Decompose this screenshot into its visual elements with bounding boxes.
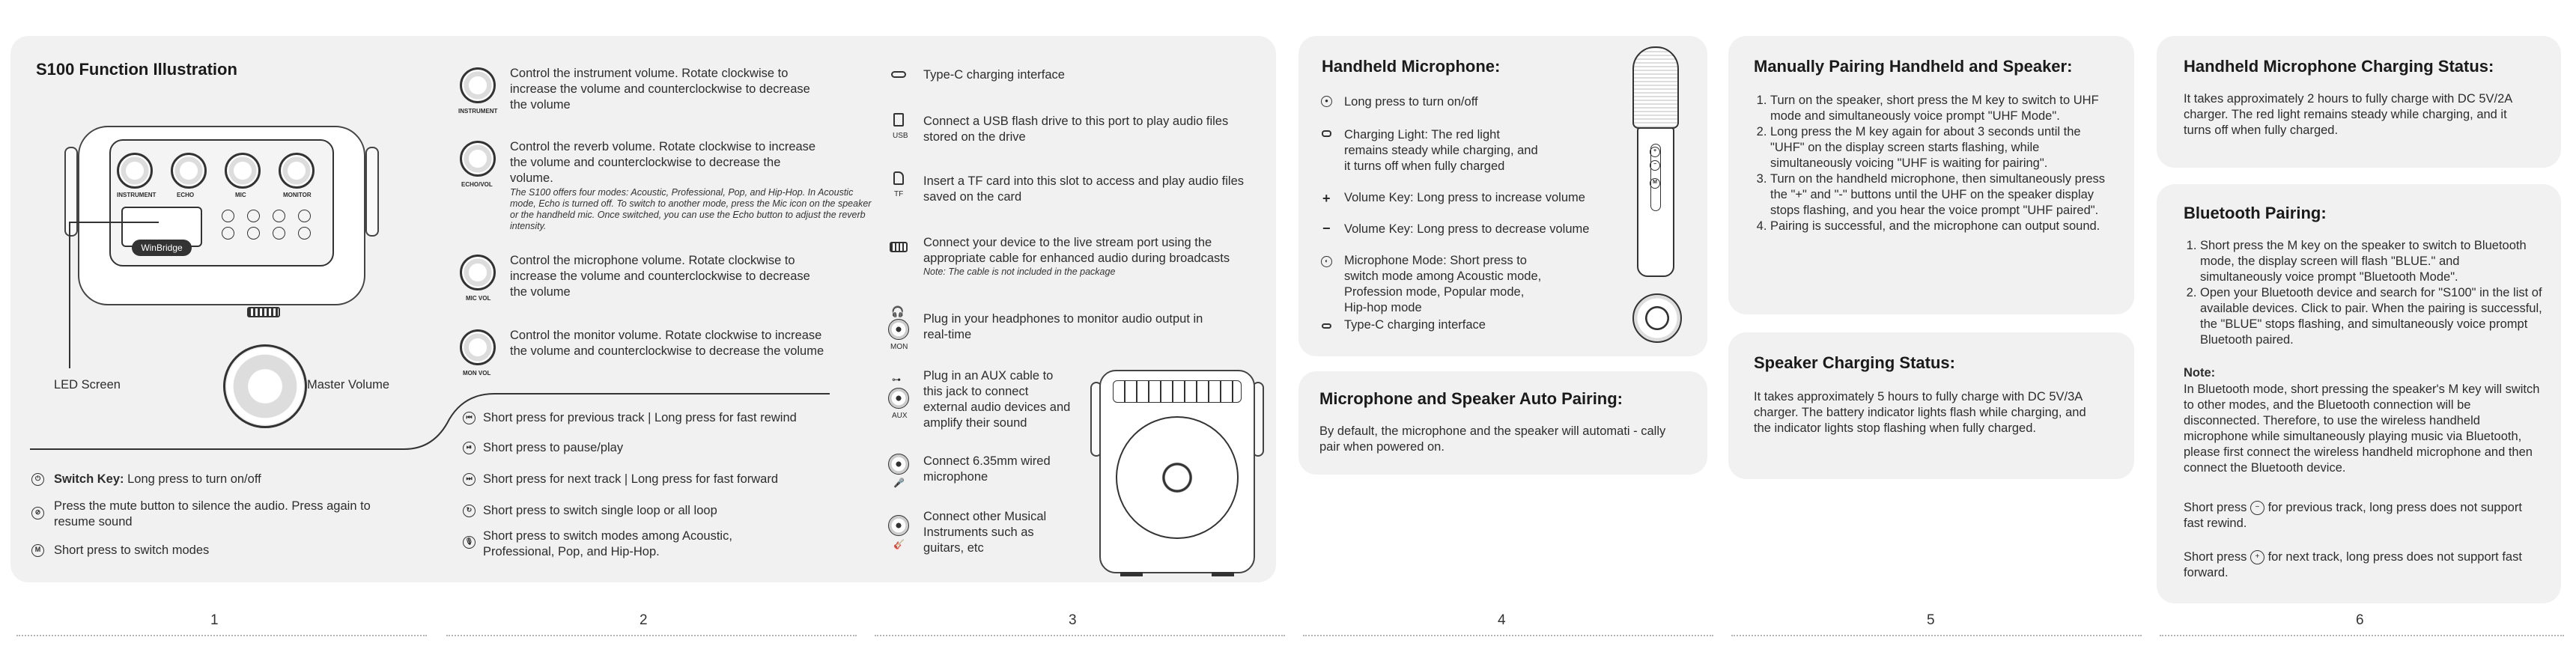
switch-key-label: Switch Key:	[54, 472, 124, 486]
loop-text: Short press to switch single loop or all loop	[483, 504, 717, 517]
page-5-footer-line	[1731, 635, 2142, 636]
modes-text: Short press to switch modes among Acoustic, Professional, Pop, and Hip-Hop.	[483, 529, 732, 558]
prev-track-inline-icon: −	[2250, 501, 2264, 515]
usb-port-icon	[890, 111, 907, 129]
handheld-mic-illustration: + − M	[1629, 46, 1682, 278]
monitor-knob-icon	[460, 329, 496, 365]
typec-mic-icon	[1322, 323, 1331, 329]
switch-key-text: Long press to turn on/off	[127, 472, 261, 486]
page-4-panel-bottom	[1298, 371, 1707, 475]
auto-pairing-text: By default, the microphone and the speaker will automati - cally pair when powered on.	[1319, 424, 1666, 454]
mic-mode-icon: 🎙	[463, 536, 476, 549]
next-track-inline-icon: +	[2250, 550, 2264, 564]
charging-light-icon	[1322, 130, 1331, 137]
echo-knob-icon	[460, 141, 496, 177]
auto-pairing-title: Microphone and Speaker Auto Pairing:	[1319, 389, 1623, 408]
knob-label-monitor: MONITOR	[283, 192, 312, 198]
next-track-icon: ⏭	[463, 473, 476, 486]
prev-text: Short press for previous track | Long press for fast rewind	[483, 411, 797, 424]
loop-icon: ↻	[463, 505, 476, 517]
page-2-footer-line	[446, 635, 857, 636]
master-volume-label: Master Volume	[307, 378, 390, 392]
bt-step-1: 1. Short press the M key on the speaker to switch to Bluetooth mode, the display screen will flash "BLUE." and simultaneously voice prompt "Bluetooth Mode".	[2200, 238, 2543, 285]
mic-bottom-illustration	[1632, 293, 1682, 343]
next-pre-text: Short press	[2184, 550, 2247, 564]
reverb-text: Control the reverb volume. Rotate clockwise to increase the volume and counterclockwise to decrease the volume.	[510, 140, 816, 185]
tf-text: Insert a TF card into this slot to access and play audio files saved on the card	[923, 174, 1244, 204]
handheld-item-1: Long press to turn on/off	[1344, 95, 1478, 109]
knob-label-echo: ECHO	[177, 192, 195, 198]
mic-mode-button-icon: ◐	[1321, 256, 1332, 267]
prev-pre-text: Short press	[2184, 501, 2247, 514]
reverb-note: The S100 offers four modes: Acoustic, Professional, Pop, and Hip-Hop. In Acoustic mode, Echo is turned off. To switch to another mode, press the Mic icon on the speaker or the handheld mic. Once switched, you can use the Echo button to adjust the reverb intensity.	[510, 187, 872, 231]
typec-port-icon	[890, 67, 908, 81]
usb-label: USB	[893, 132, 908, 140]
mode-icon: M	[31, 544, 44, 557]
mic-charging-title: Handheld Microphone Charging Status:	[2184, 57, 2494, 76]
monitor-text: Control the monitor volume. Rotate clockwise to increase the volume and counterclockwise to decrease the volume	[510, 329, 824, 358]
mute-icon: ⊘	[31, 507, 44, 520]
tf-label: TF	[894, 190, 904, 198]
mon-label: MON	[890, 343, 908, 351]
tf-slot-icon	[891, 169, 906, 187]
speaker-front-illustration	[1090, 359, 1264, 576]
next-text: Short press for next track | Long press for fast forward	[483, 472, 779, 486]
page-number-4: 4	[1498, 612, 1506, 628]
handheld-item-3: Volume Key: Long press to increase volume	[1344, 191, 1585, 204]
power-button-icon: ●	[1321, 96, 1332, 107]
page-4-footer-line	[1303, 635, 1713, 636]
manual-step-3: 3. Turn on the handheld microphone, then simultaneously press the "+" and "-" buttons until the UHF on the speaker display stops flashing, and you hear the voice prompt "UHF paired".	[1770, 171, 2113, 219]
instr-text: Connect other Musical Instruments such as guitars, etc	[923, 510, 1047, 555]
handheld-item-2: Charging Light: The red light remains steady while charging, and it turns off when fully charged	[1344, 128, 1538, 173]
note-label: Note:	[2184, 366, 2216, 380]
play-pause-icon: ⏯	[463, 442, 476, 454]
brand-badge: WinBridge	[132, 240, 192, 256]
bluetooth-title: Bluetooth Pairing:	[2184, 204, 2327, 222]
speaker-charging-text: It takes approximately 5 hours to fully charge with DC 5V/3A charger. The battery indicator lights flash while charging, and the indicator lights stop flashing when fully charged.	[1754, 390, 2086, 435]
echo-knob-label: ECHO/VOL	[461, 181, 493, 188]
usb-text: Connect a USB flash drive to this port to play audio files stored on the drive	[923, 115, 1229, 144]
handheld-item-4: Volume Key: Long press to decrease volume	[1344, 222, 1590, 236]
led-screen-label: LED Screen	[54, 378, 121, 392]
manual-step-1: 1. Turn on the speaker, short press the M key to switch to UHF mode and simultaneously voice prompt "UHF Mode".	[1770, 93, 2113, 124]
aux-port-icon	[888, 388, 909, 409]
prev-post-text: for previous track, long press does not support fast rewind.	[2184, 501, 2522, 530]
note-text: In Bluetooth mode, short pressing the speaker's M key will switch to other modes, and the Bluetooth connection will be disconnected. Therefore, to use the wireless handheld microphone while simultaneously playing music via Bluetooth, please first connect the wireless handheld microphone and then connect the Bluetooth device.	[2184, 383, 2540, 475]
play-text: Short press to pause/play	[483, 441, 624, 454]
page-number-3: 3	[1069, 612, 1077, 628]
power-icon: ⏻	[31, 473, 44, 486]
instrument-knob-label: INSTRUMENT	[458, 108, 498, 115]
mode-text: Short press to switch modes	[54, 543, 210, 557]
mic-635-port-icon	[888, 454, 909, 475]
previous-track-icon: ⏮	[463, 412, 476, 424]
mute-text: Press the mute button to silence the audio. Press again to resume sound	[54, 499, 371, 529]
manual-step-4: 4. Pairing is successful, and the microphone can output sound.	[1770, 219, 2113, 234]
handheld-item-6: Type-C charging interface	[1344, 318, 1486, 332]
typec-text: Type-C charging interface	[923, 68, 1065, 82]
page-number-5: 5	[1927, 612, 1935, 628]
page-3-footer-line	[875, 635, 1285, 636]
next-post-text: for next track, long press does not support fast forward.	[2184, 550, 2522, 579]
manual-pairing-steps	[1754, 93, 2113, 234]
manual-step-2: 2. Long press the M key again for about 3 seconds until the "UHF" on the display screen starts flashing, while simultaneously voicing "UHF is waiting for pairing".	[1770, 124, 2113, 171]
monitor-knob-label: MON VOL	[463, 370, 491, 377]
speaker-charging-title: Speaker Charging Status:	[1754, 353, 1955, 372]
handheld-title: Handheld Microphone:	[1322, 57, 1501, 76]
aux-cable-icon: ⊶	[892, 374, 901, 385]
handheld-item-5: Microphone Mode: Short press to switch mode among Acoustic mode, Profession mode, Popular mode, Hip-hop mode	[1344, 254, 1542, 314]
mic-knob-icon	[460, 255, 496, 290]
volume-up-icon: +	[1322, 191, 1331, 206]
page-number-1: 1	[210, 612, 219, 628]
knob-label-instrument: INSTRUMENT	[117, 192, 157, 198]
bluetooth-steps	[2184, 238, 2543, 348]
mic-knob-label: MIC VOL	[466, 295, 491, 302]
volume-down-icon: −	[1322, 221, 1331, 236]
live-text: Connect your device to the live stream port using the appropriate cable for enhanced audio during broadcasts	[923, 236, 1230, 265]
bt-step-2: 2. Open your Bluetooth device and search for "S100" in the list of available devices. Click to pair. When the pairing is successful, the "BLUE" stops flashing, and simultaneously voice prompt Bluetooth paired.	[2200, 285, 2543, 348]
speaker-top-illustration	[64, 126, 379, 305]
mic635-text: Connect 6.35mm wired microphone	[923, 454, 1051, 484]
page-1-title: S100 Function Illustration	[36, 60, 237, 79]
headphone-icon: 🎧	[891, 305, 905, 317]
wired-mic-icon: 🎤	[893, 478, 905, 488]
guitar-icon: 🎸	[893, 539, 905, 549]
page-1-footer-line	[16, 635, 427, 636]
page-number-2: 2	[640, 612, 648, 628]
manual-pairing-title: Manually Pairing Handheld and Speaker:	[1754, 57, 2073, 76]
live-stream-icon	[888, 238, 909, 256]
knob-label-mic: MIC	[235, 192, 246, 198]
instrument-knob-icon	[460, 67, 496, 103]
page-number-6: 6	[2356, 612, 2364, 628]
instrument-text: Control the instrument volume. Rotate clockwise to increase the volume and counterclockwise to decrease the volume	[510, 67, 810, 112]
monitor-port-icon	[888, 319, 909, 340]
mic-text: Control the microphone volume. Rotate clockwise to increase the volume and counterclockwise to decrease the volume	[510, 254, 810, 299]
aux-text: Plug in an AUX cable to this jack to connect external audio devices and amplify their sound	[923, 369, 1071, 430]
live-note: Note: The cable is not included in the package	[923, 266, 1116, 277]
page-6-footer-line	[2160, 635, 2564, 636]
instrument-port-icon	[888, 515, 909, 536]
mon-text: Plug in your headphones to monitor audio output in real-time	[923, 312, 1203, 341]
aux-label: AUX	[892, 412, 908, 420]
mic-charging-text: It takes approximately 2 hours to fully charge with DC 5V/2A charger. The red light remains steady while charging, and it turns off when fully charged.	[2184, 92, 2512, 137]
